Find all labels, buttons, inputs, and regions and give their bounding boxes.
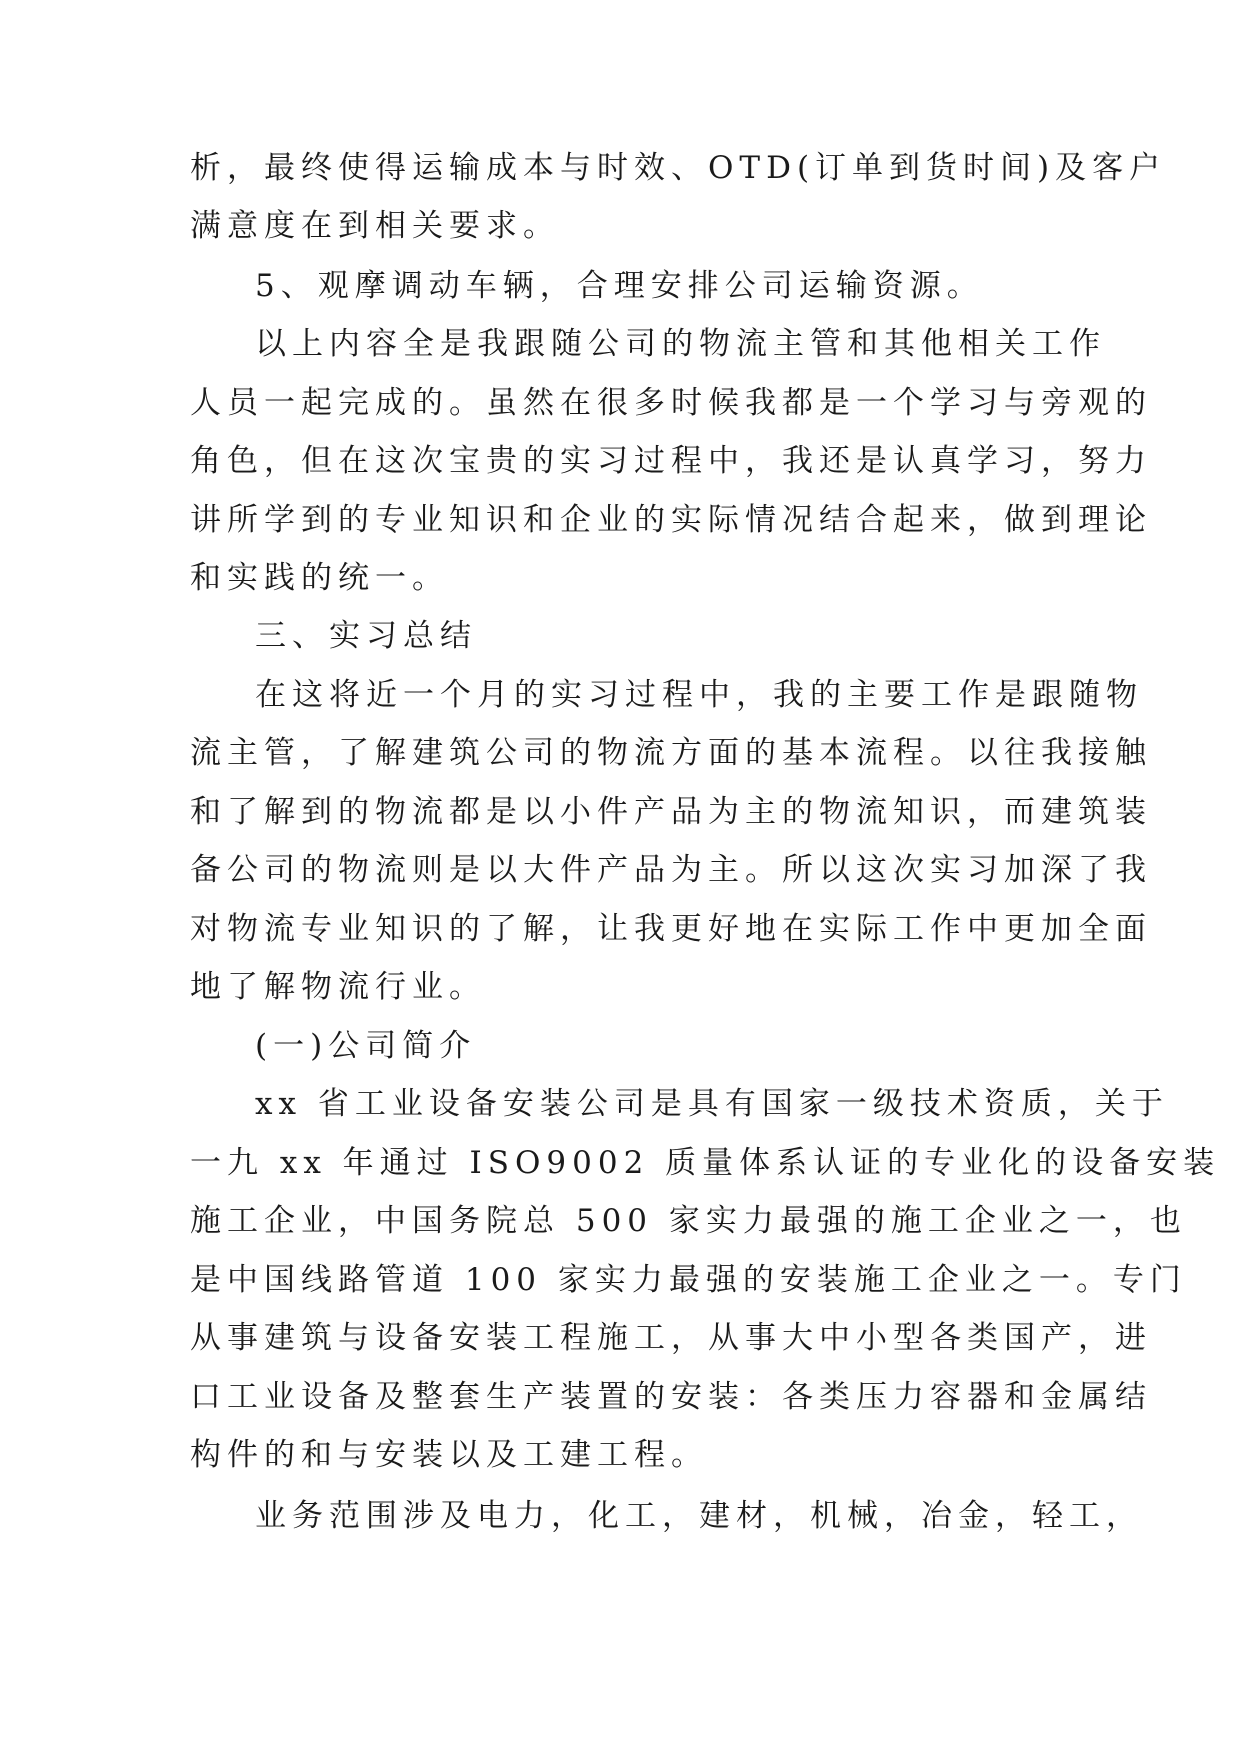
section-heading: 三、实习总结 [255, 618, 477, 654]
text-line: 和了解到的物流都是以小件产品为主的物流知识，而建筑装 [190, 794, 1152, 830]
text-line: 一九 xx 年通过 ISO9002 质量体系认证的专业化的设备安装 [190, 1145, 1221, 1181]
text-line: 讲所学到的专业知识和企业的实际情况结合起来，做到理论 [190, 502, 1152, 538]
text-line: 析，最终使得运输成本与时效、OTD(订单到货时间)及客户 [190, 150, 1167, 186]
text-line: 口工业设备及整套生产装置的安装：各类压力容器和金属结 [190, 1379, 1152, 1415]
text-line: 业务范围涉及电力，化工，建材，机械，冶金，轻工， [255, 1498, 1143, 1534]
text-line: 满意度在到相关要求。 [190, 208, 560, 244]
text-line: 从事建筑与设备安装工程施工，从事大中小型各类国产，进 [190, 1320, 1152, 1356]
text-line: 是中国线路管道 100 家实力最强的安装施工企业之一。专门 [190, 1262, 1187, 1298]
text-line: 角色，但在这次宝贵的实习过程中，我还是认真学习，努力 [190, 443, 1152, 479]
text-line: 流主管，了解建筑公司的物流方面的基本流程。以往我接触 [190, 735, 1152, 771]
subsection-heading: (一)公司简介 [255, 1028, 477, 1064]
text-line: 对物流专业知识的了解，让我更好地在实际工作中更加全面 [190, 911, 1152, 947]
text-line: 以上内容全是我跟随公司的物流主管和其他相关工作 [255, 326, 1106, 362]
text-line: xx 省工业设备安装公司是具有国家一级技术资质，关于 [255, 1086, 1169, 1122]
text-line: 在这将近一个月的实习过程中，我的主要工作是跟随物 [255, 677, 1143, 713]
text-line: 备公司的物流则是以大件产品为主。所以这次实习加深了我 [190, 852, 1152, 888]
text-line: 构件的和与安装以及工建工程。 [190, 1437, 708, 1473]
text-line: 地了解物流行业。 [190, 969, 486, 1005]
text-line: 和实践的统一。 [190, 560, 449, 596]
text-line: 施工企业，中国务院总 500 家实力最强的施工企业之一，也 [190, 1203, 1187, 1239]
list-item: 5、观摩调动车辆，合理安排公司运输资源。 [255, 268, 984, 304]
text-line: 人员一起完成的。虽然在很多时候我都是一个学习与旁观的 [190, 385, 1152, 421]
